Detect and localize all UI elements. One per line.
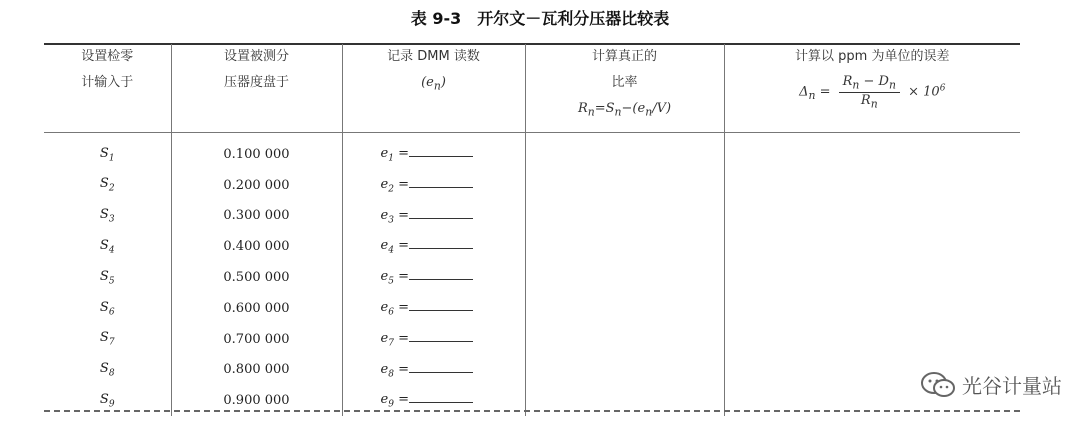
reading-symbol: $e_8$ [380, 361, 394, 380]
formula-part: −(e [621, 101, 646, 116]
ratio-cell [525, 324, 724, 355]
formula-sub: n [888, 78, 896, 92]
header-line: 设置检零 [81, 49, 134, 64]
header-line: 设置被测分 [223, 49, 289, 64]
detector-input-cell [44, 355, 171, 386]
reading-blank [409, 237, 473, 249]
error-cell [724, 231, 1020, 262]
header-dmm-reading [342, 44, 525, 133]
error-cell [724, 170, 1020, 201]
header-line: 比率 [611, 75, 638, 90]
header-subscript: n [433, 79, 441, 93]
error-cell [724, 201, 1020, 232]
formula-part: × 10 [908, 84, 940, 100]
formula-part: R [860, 92, 871, 108]
header-divider-setting [171, 44, 342, 133]
setting-symbol: $S_3$ [99, 207, 115, 225]
watermark-text: 光谷计量站 [962, 374, 1062, 398]
divider-setting-cell: 0.600 000 [171, 293, 342, 324]
formula-sub: n [645, 105, 653, 119]
reading-blank [409, 391, 473, 403]
header-line: 记录 DMM 读数 [387, 49, 480, 64]
formula-part: − D [859, 74, 889, 89]
header-true-ratio [525, 44, 724, 133]
ratio-cell [525, 231, 724, 262]
reading-blank [409, 207, 473, 219]
ratio-cell [525, 262, 724, 293]
dmm-reading-cell [342, 231, 525, 262]
setting-symbol: $S_2$ [99, 176, 115, 194]
wechat-icon [920, 371, 956, 399]
dmm-reading-cell [342, 262, 525, 293]
setting-symbol: $S_6$ [99, 299, 115, 318]
dmm-reading-cell [342, 201, 525, 232]
equals-sign: = [393, 146, 409, 162]
header-ppm-error [724, 44, 1020, 133]
table-row [44, 133, 1020, 170]
reading-symbol: $e_7$ [380, 330, 394, 349]
formula-part: R [842, 74, 853, 89]
table-row [44, 355, 1020, 386]
ratio-formula [526, 96, 724, 122]
formula-sub: n [587, 105, 595, 119]
setting-symbol: $S_8$ [99, 361, 115, 379]
setting-symbol: $S_1$ [99, 145, 115, 164]
table-body [44, 133, 1020, 417]
header-line [343, 70, 525, 96]
detector-input-cell [44, 133, 171, 170]
formula-sub: n [808, 89, 816, 103]
equals-sign: = [393, 361, 409, 377]
header-line: 计输入于 [81, 75, 134, 90]
reading-symbol: $e_2$ [380, 176, 394, 195]
header-line: 压器度盘于 [223, 75, 289, 90]
detector-input-cell [44, 201, 171, 232]
formula-sub: n [614, 105, 622, 119]
error-formula [725, 74, 1021, 110]
reading-symbol: $e_3$ [380, 207, 394, 226]
divider-setting-cell: 0.900 000 [171, 385, 342, 416]
divider-setting-cell: 0.200 000 [171, 170, 342, 201]
ratio-cell [525, 355, 724, 386]
detector-input-cell [44, 324, 171, 355]
equals-sign: = [393, 269, 409, 285]
formula-part: = [815, 84, 835, 100]
equals-sign: = [393, 300, 409, 316]
error-cell [724, 133, 1020, 170]
detector-input-cell [44, 262, 171, 293]
divider-setting-cell: 0.500 000 [171, 262, 342, 293]
table-row [44, 324, 1020, 355]
reading-blank [409, 176, 473, 188]
header-symbol: ) [440, 75, 446, 90]
fraction-numerator [839, 74, 900, 93]
formula-sup: 6 [939, 83, 946, 94]
ratio-cell [525, 201, 724, 232]
formula-part: Δ [799, 84, 809, 100]
divider-setting-cell: 0.300 000 [171, 201, 342, 232]
table-row [44, 201, 1020, 232]
header-symbol: (e [421, 75, 434, 90]
detector-input-cell [44, 293, 171, 324]
equals-sign: = [393, 238, 409, 254]
detector-input-cell [44, 231, 171, 262]
table-header [44, 44, 1020, 133]
table-row [44, 293, 1020, 324]
header-detector-input [44, 44, 171, 133]
reading-symbol: $e_1$ [380, 146, 394, 164]
equals-sign: = [393, 207, 409, 223]
dmm-reading-cell [342, 324, 525, 355]
table-row [44, 170, 1020, 201]
setting-symbol: $S_7$ [99, 330, 115, 348]
formula-part: /V) [652, 101, 672, 116]
reading-symbol: $e_6$ [380, 300, 394, 318]
dmm-reading-cell [342, 293, 525, 324]
formula-fraction [839, 74, 900, 110]
table-row [44, 262, 1020, 293]
error-cell [724, 293, 1020, 324]
detector-input-cell [44, 170, 171, 201]
reading-blank [409, 268, 473, 280]
ratio-cell [525, 133, 724, 170]
reading-symbol: $e_5$ [380, 269, 394, 287]
reading-blank [409, 145, 473, 157]
formula-part: R [577, 101, 588, 116]
header-line: 计算以 ppm 为单位的误差 [795, 49, 950, 64]
fraction-denominator [839, 93, 900, 111]
setting-symbol: $S_5$ [99, 268, 115, 287]
header-line: 计算真正的 [591, 49, 657, 64]
bottom-rule [44, 410, 1020, 412]
divider-setting-cell: 0.400 000 [171, 231, 342, 262]
equals-sign: = [393, 392, 409, 408]
formula-sub: n [852, 78, 860, 92]
reading-blank [409, 361, 473, 373]
divider-setting-cell: 0.800 000 [171, 355, 342, 386]
error-cell [724, 262, 1020, 293]
ratio-cell [525, 293, 724, 324]
formula-sub: n [870, 97, 878, 111]
reading-blank [409, 330, 473, 342]
watermark [920, 370, 1062, 399]
setting-symbol: $S_4$ [99, 237, 115, 256]
divider-setting-cell: 0.100 000 [171, 133, 342, 170]
dmm-reading-cell [342, 170, 525, 201]
ratio-cell [525, 170, 724, 201]
reading-symbol: $e_9$ [380, 392, 394, 411]
table-title: 表 9-3 开尔文－瓦利分压器比较表 [410, 9, 670, 28]
equals-sign: = [393, 176, 409, 192]
table-row [44, 231, 1020, 262]
reading-symbol: $e_4$ [380, 238, 394, 257]
reading-blank [409, 299, 473, 311]
comparison-table [44, 44, 1020, 416]
dmm-reading-cell [342, 355, 525, 386]
equals-sign: = [393, 330, 409, 346]
dmm-reading-cell [342, 133, 525, 170]
error-cell [724, 324, 1020, 355]
formula-part: =S [594, 101, 615, 116]
divider-setting-cell: 0.700 000 [171, 324, 342, 355]
setting-symbol: $S_9$ [99, 391, 115, 410]
